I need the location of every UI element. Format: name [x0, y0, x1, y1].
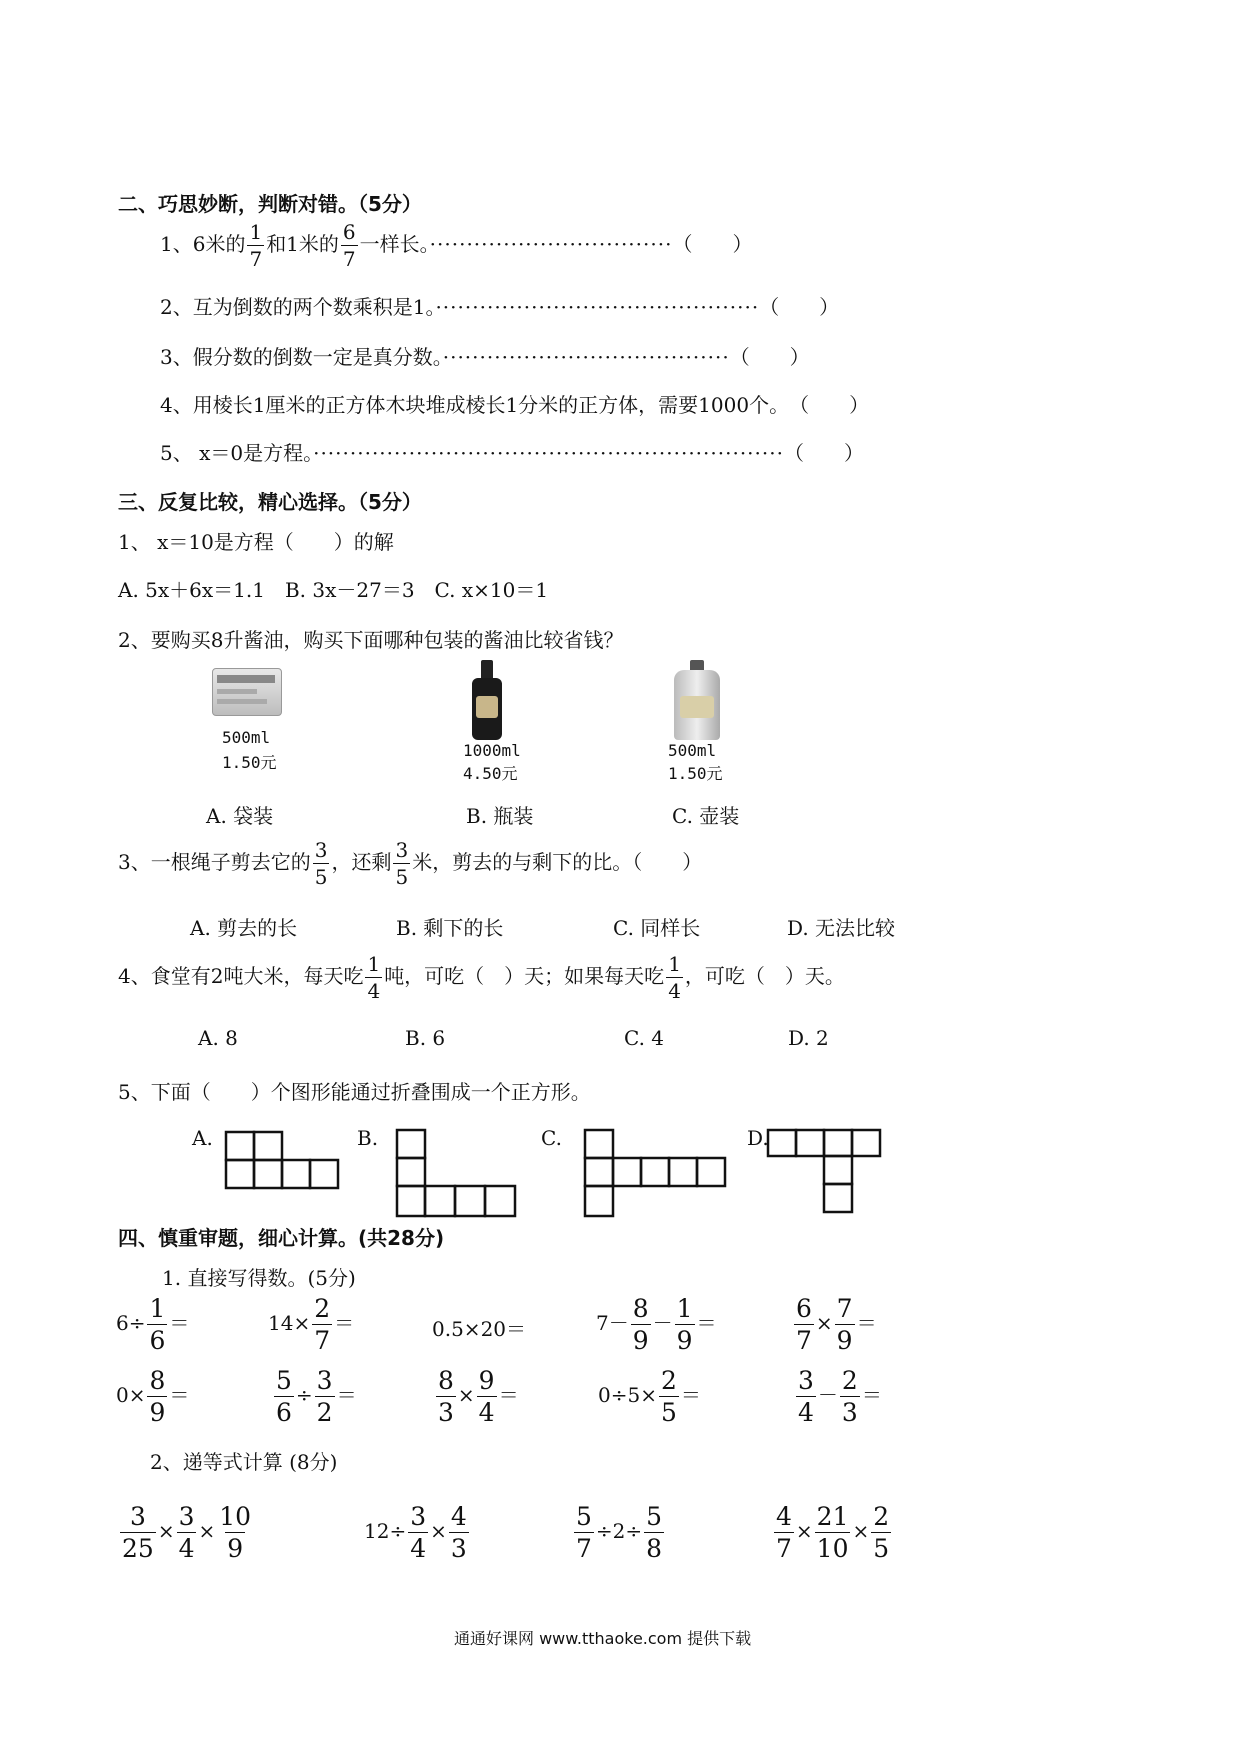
s3-q3-option-a[interactable]: A. 剪去的长: [190, 916, 298, 940]
q1-text-c: 一样长。: [359, 232, 430, 256]
leader-dots: ············································: [435, 295, 760, 319]
calc-r1-e5: $\frac{6}{7}$ × $\frac{7}{9}$ ＝: [796, 1294, 877, 1355]
cube-net-d[interactable]: [766, 1128, 882, 1216]
s2-question-4: [160, 389, 869, 418]
section-2-title: 二、巧思妙断，判断对错。（5分）: [118, 192, 422, 216]
q4-text-c: ，可吃（ ）天。: [684, 964, 845, 988]
answer-paren[interactable]: （ ）: [783, 441, 864, 465]
bag-volume: 500ml: [222, 728, 271, 747]
leader-dots: ································································: [313, 441, 784, 465]
soy-sauce-jug-image: [672, 660, 722, 740]
s2-question-1: [160, 222, 752, 269]
calc-r2-e1: 0× $\frac{8}{9}$ ＝: [116, 1366, 190, 1427]
calc-r1-e4: 7－ $\frac{8}{9}$ － $\frac{1}{9}$ ＝: [596, 1294, 717, 1355]
s3-q4-option-d[interactable]: D. 2: [788, 1026, 829, 1050]
bottle-price: 4.50元: [463, 764, 518, 783]
option-a-bag[interactable]: A. 袋装: [206, 804, 274, 828]
s3-question-5: 5、下面（ ）个图形能通过折叠围成一个正方形。: [118, 1080, 591, 1104]
s3-question-3: [118, 840, 702, 887]
q5-text: 5、 x＝0是方程。: [160, 441, 314, 465]
fraction: $\frac{1}{7}$: [249, 220, 263, 271]
s3-question-1: 1、 x＝10是方程（ ）的解: [118, 530, 394, 554]
section-4-title: 四、慎重审题，细心计算。(共28分): [118, 1226, 445, 1250]
net-label-a: A.: [192, 1126, 213, 1150]
answer-paren[interactable]: （ ）: [789, 393, 870, 417]
calc-r2-e5: $\frac{3}{4}$ － $\frac{2}{3}$ ＝: [798, 1366, 882, 1427]
fraction: $\frac{6}{7}$: [342, 220, 356, 271]
section-3-title: 三、反复比较，精心选择。（5分）: [118, 490, 422, 514]
calc-r1-e3: 0.5×20＝: [432, 1317, 527, 1341]
answer-paren[interactable]: （ ）: [759, 295, 840, 319]
q4-text-b: 吨，可吃（ ）天；如果每天吃: [384, 964, 665, 988]
bottle-volume: 1000ml: [463, 741, 521, 760]
bag-price: 1.50元: [222, 753, 277, 772]
s3-question-2: 2、要购买8升酱油，购买下面哪种包装的酱油比较省钱？: [118, 628, 624, 652]
jug-volume: 500ml: [668, 741, 717, 760]
leader-dots: ·································: [429, 232, 673, 256]
s3-question-4: [118, 954, 845, 1001]
soy-sauce-bottle-image: [470, 660, 504, 740]
q4-text: 4、用棱长1厘米的正方体木块堆成棱长1分米的正方体，需要1000个。: [160, 393, 790, 417]
answer-paren[interactable]: （ ）: [729, 345, 810, 369]
s3-q3-option-d[interactable]: D. 无法比较: [787, 916, 896, 940]
s3-q4-option-a[interactable]: A. 8: [198, 1026, 238, 1050]
calc-r1-e2: 14× $\frac{2}{7}$ ＝: [268, 1294, 355, 1355]
option-c-jug[interactable]: C. 壶装: [672, 804, 740, 828]
leader-dots: ·······································: [442, 345, 730, 369]
q3-text-b: ，还剩: [331, 850, 392, 874]
option-b-bottle[interactable]: B. 瓶装: [466, 804, 534, 828]
s4-part-1-title: 1. 直接写得数。(5分): [162, 1266, 356, 1290]
fraction: $\frac{1}{4}$: [668, 952, 681, 1003]
fraction: $\frac{3}{5}$: [395, 838, 409, 889]
s2-question-2: [160, 291, 839, 320]
footer-source: 通通好课网 www.tthaoke.com 提供下载: [454, 1629, 752, 1648]
cube-net-a[interactable]: [224, 1130, 344, 1192]
s3-q1-options: A. 5x＋6x＝1.1 B. 3x－27＝3 C. x×10＝1: [118, 578, 549, 602]
calc-r3-e4: $\frac{4}{7}$ × $\frac{21}{10}$ × $\frac{2}{5}$: [776, 1502, 890, 1563]
calc-r3-e1: $\frac{3}{25}$ × $\frac{3}{4}$ × $\frac{10}{9}$: [122, 1502, 252, 1563]
q3-text-a: 3、一根绳子剪去它的: [118, 850, 311, 874]
s3-q4-option-b[interactable]: B. 6: [405, 1026, 446, 1050]
cube-net-b[interactable]: [395, 1128, 519, 1220]
s3-q3-option-b[interactable]: B. 剩下的长: [396, 916, 504, 940]
net-label-c: C.: [541, 1126, 562, 1150]
jug-price: 1.50元: [668, 764, 723, 783]
s2-question-5: [160, 437, 864, 466]
s3-q3-option-c[interactable]: C. 同样长: [613, 916, 701, 940]
q3-text: 3、假分数的倒数一定是真分数。: [160, 345, 443, 369]
calc-r2-e4: 0÷5× $\frac{2}{5}$ ＝: [598, 1366, 701, 1427]
fraction: $\frac{1}{4}$: [367, 952, 381, 1003]
q1-text-a: 1、6米的: [160, 232, 246, 256]
fraction: $\frac{3}{5}$: [314, 838, 328, 889]
calc-r2-e2: $\frac{5}{6}$ ÷ $\frac{3}{2}$ ＝: [276, 1366, 357, 1427]
net-label-b: B.: [357, 1126, 379, 1150]
s2-question-3: [160, 341, 810, 370]
calc-r1-e1: 6÷ $\frac{1}{6}$ ＝: [116, 1294, 190, 1355]
s4-part-2-title: 2、递等式计算 (8分): [150, 1450, 338, 1474]
net-label-d: D.: [747, 1126, 769, 1150]
answer-paren[interactable]: （ ）: [672, 232, 753, 256]
q2-text: 2、互为倒数的两个数乘积是1。: [160, 295, 436, 319]
q3-text-c: 米，剪去的与剩下的比。（ ）: [412, 850, 703, 874]
soy-sauce-bag-image: [212, 668, 282, 716]
s3-q4-option-c[interactable]: C. 4: [624, 1026, 665, 1050]
calc-r2-e3: $\frac{8}{3}$ × $\frac{9}{4}$ ＝: [438, 1366, 519, 1427]
q4-text-a: 4、食堂有2吨大米，每天吃: [118, 964, 364, 988]
calc-r3-e2: 12÷ $\frac{3}{4}$ × $\frac{4}{3}$: [364, 1502, 467, 1563]
calc-r3-e3: $\frac{5}{7}$ ÷2÷ $\frac{5}{8}$: [576, 1502, 663, 1563]
q1-text-b: 和1米的: [266, 232, 339, 256]
cube-net-c[interactable]: [583, 1128, 727, 1220]
